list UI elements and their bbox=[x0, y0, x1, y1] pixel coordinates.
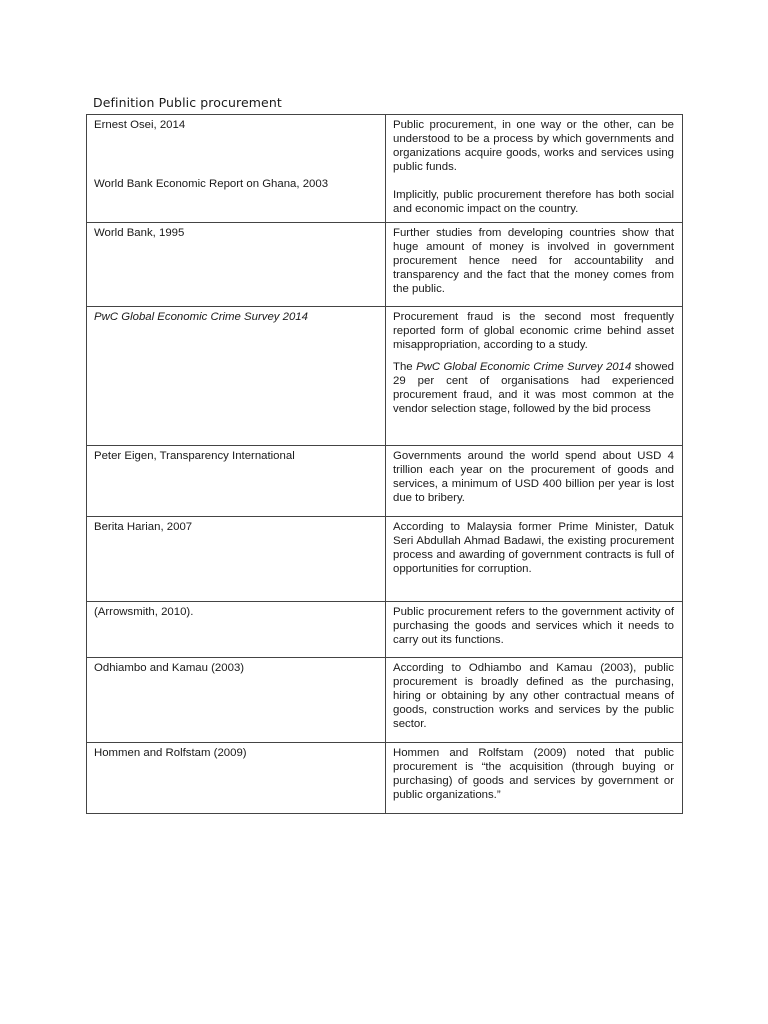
source-text: Odhiambo and Kamau (2003) bbox=[94, 662, 245, 674]
definition-cell bbox=[386, 602, 683, 658]
definition-text-prefix: The bbox=[393, 361, 413, 373]
source-text: World Bank, 1995 bbox=[94, 227, 185, 239]
table-row bbox=[87, 517, 683, 602]
table-row bbox=[87, 307, 683, 446]
source-text: Hommen and Rolfstam (2009) bbox=[94, 747, 247, 759]
definition-text: Public procurement, in one way or the other, can be understood to be a process by which governments and organizations acquire goods, works and services using public funds. bbox=[393, 119, 674, 173]
source-text: World Bank Economic Report on Ghana, 2003 bbox=[94, 178, 329, 190]
source-text: Ernest Osei, 2014 bbox=[94, 119, 186, 131]
definition-cell bbox=[386, 446, 683, 517]
source-text: Berita Harian, 2007 bbox=[94, 521, 193, 533]
source-cell bbox=[87, 115, 386, 223]
source-cell bbox=[87, 446, 386, 517]
table-row bbox=[87, 602, 683, 658]
definition-text: Implicitly, public procurement therefore has both social and economic impact on the country. bbox=[393, 189, 674, 215]
definition-cell bbox=[386, 743, 683, 814]
definition-cell bbox=[386, 115, 683, 223]
table-row bbox=[87, 743, 683, 814]
source-cell bbox=[87, 223, 386, 307]
source-cell bbox=[87, 658, 386, 743]
definition-text: Public procurement refers to the government activity of purchasing the goods and services which it needs to carry out its functions. bbox=[393, 606, 674, 646]
definition-text: According to Odhiambo and Kamau (2003), public procurement is broadly defined as the purchasing, hiring or obtaining by any other contractual means of goods, construction works and services by the public sector. bbox=[393, 662, 674, 730]
definition-text bbox=[393, 360, 674, 416]
source-cell bbox=[87, 743, 386, 814]
table-row bbox=[87, 658, 683, 743]
definitions-table bbox=[86, 114, 683, 814]
table-row bbox=[87, 115, 683, 223]
definition-text: Further studies from developing countries show that huge amount of money is involved in government procurement hence need for accountability and transparency and the fact that the money comes from the public. bbox=[393, 227, 674, 295]
definition-cell bbox=[386, 517, 683, 602]
table-row bbox=[87, 223, 683, 307]
source-cell bbox=[87, 517, 386, 602]
source-cell bbox=[87, 602, 386, 658]
page-heading: Definition Public procurement bbox=[93, 95, 282, 110]
definition-cell bbox=[386, 658, 683, 743]
definition-text: According to Malaysia former Prime Minister, Datuk Seri Abdullah Ahmad Badawi, the existing procurement process and awarding of government contracts is full of opportunities for corruption. bbox=[393, 521, 674, 575]
definition-cell bbox=[386, 223, 683, 307]
definition-text: Procurement fraud is the second most frequently reported form of global economic crime behind asset misappropriation, according to a study. bbox=[393, 311, 674, 351]
source-text: Peter Eigen, Transparency International bbox=[94, 450, 295, 462]
definition-text-rest: showed 29 per cent of organisations had experienced procurement fraud, and it was most common at the vendor selection stage, followed by the bid process bbox=[393, 361, 674, 415]
definition-text: Governments around the world spend about USD 4 trillion each year on the procurement of goods and services, a minimum of USD 400 billion per year is lost due to bribery. bbox=[393, 450, 674, 504]
table-row bbox=[87, 446, 683, 517]
definition-text-italic: PwC Global Economic Crime Survey 2014 bbox=[416, 361, 632, 373]
source-text: PwC Global Economic Crime Survey 2014 bbox=[94, 311, 308, 323]
definition-text: Hommen and Rolfstam (2009) noted that public procurement is “the acquisition (through buying or purchasing) of goods and services by government or public organizations.” bbox=[393, 747, 674, 801]
source-cell bbox=[87, 307, 386, 446]
source-text: (Arrowsmith, 2010). bbox=[94, 606, 194, 618]
definition-cell bbox=[386, 307, 683, 446]
